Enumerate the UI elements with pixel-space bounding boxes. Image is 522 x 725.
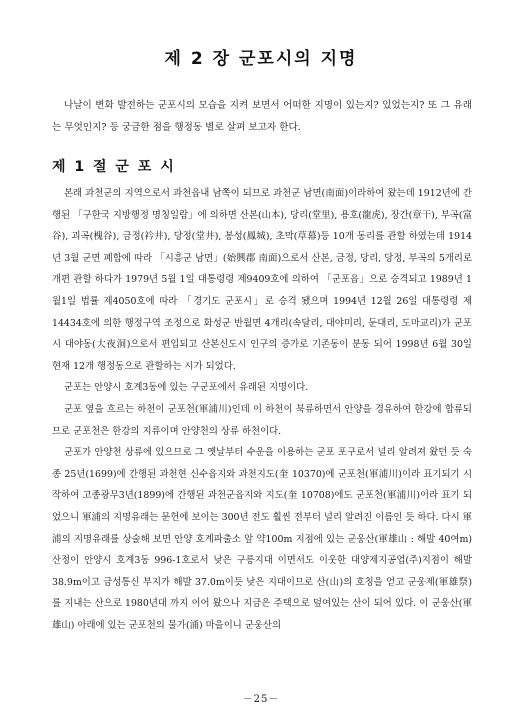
paragraph-origin: 군포는 안양시 호계3동에 있는 구군포에서 유래된 지명이다. [64, 382, 309, 394]
intro-paragraph: 나날이 변화 발전하는 군포시의 모습을 지켜 보면서 어떠한 지명이 있는지? 있었는지? 또 그 유래는 무엇인지? 등 궁금한 점을 행정동 별로 살펴 보고자 한다. [52, 100, 472, 133]
paragraph-history: 본래 과천군의 지역으로서 과천읍내 남쪽이 되므로 과천군 남면(南面)이라하여 왔는데 1912년에 간행된 「구한국 지방행정 명칭일람」에 의하면 산본(山本), 당리(堂里), 용호(龍虎), 장간(章干), 부곡(富谷), 괴곡(槐谷), 금정(衿井), 당정(堂井), 봉성(鳳城), 초막(草幕)등 10개 동리를 관할 하였는데 1914년 3월 군면 폐합에 따라 「시흥군 남면」(始興郡 南面)으로서 산본, 금정, 당리, 당정, 부곡의 5개리로 개편 관할 하다가 1979년 5월 1일 대통령령 제9409호에 의하여 「군포읍」으로 승격되고 1989년 1월1일 법률 제4050호에 따라 「경기도 군포시」로 승격 됐으며 1994년 12월 26일 대통령령 제14434호에 의한 행정구역 조정으로 화성군 반월면 4개리(속달리, 대야미리, 둔대리, 도마교리)가 군포시 대야동(大夜洞)으로서 편입되고 산본신도시 인구의 증가로 기존동이 분동 되어 1998년 6월 30일 현재 12개 행정동으로 관할하는 시가 되었다. [52, 188, 472, 372]
paragraph-river: 군포 옆을 흐르는 하천이 군포천(軍浦川)인데 이 하천이 북류하면서 안양을 경유하여 한강에 합류되므로 군포천은 한강의 지류이며 안양천의 상류 하천이다. [52, 403, 472, 437]
body-text [52, 183, 472, 636]
paragraph-etymology: 군포가 안양천 상류에 있으므로 그 옛날부터 수운을 이용하는 군포 포구로서 널리 알려져 왔던 듯 숙종 25년(1699)에 간행된 과천현 신수읍지와 과천지도(奎 10370)에 군포천(軍浦川)이라 표기되기 시작하여 고종광무3년(1899)에 간행된 과천군읍지와 지도(奎 10708)에도 군포천(軍浦川)이라 표기 되었으니 軍浦의 지명유래는 문헌에 보이는 300년 전도 훨씬 전부터 널리 알려진 이름인 듯 하다. 다시 軍浦의 지명유래를 상술해 보면 안양 호계파출소 앞 약100m 지점에 있는 군웅산(軍雄山 : 해발 40여m) 산정이 안양시 호계3동 996-1호로서 낮은 구릉지대 이면서도 이웃한 대양제지공업(주)지점이 해발 38.9m이고 금성통신 부지가 해발 37.0m이듯 낮은 지대이므로 산(山)의 호칭을 얻고 군웅제(軍雄祭)를 지내는 산으로 1980년대 까지 이어 왔으나 지금은 주택으로 덮여있는 산이 되어 있다. 이 군웅산(軍雄山) 아래에 있는 군포천의 물가(涌) 마을이니 군웅산의 [52, 447, 472, 631]
page-number: －25－ [242, 694, 280, 705]
section-title: 제 1 절 군 포 시 [52, 159, 176, 175]
chapter-title: 제 2 장 군포시의 지명 [164, 49, 358, 69]
